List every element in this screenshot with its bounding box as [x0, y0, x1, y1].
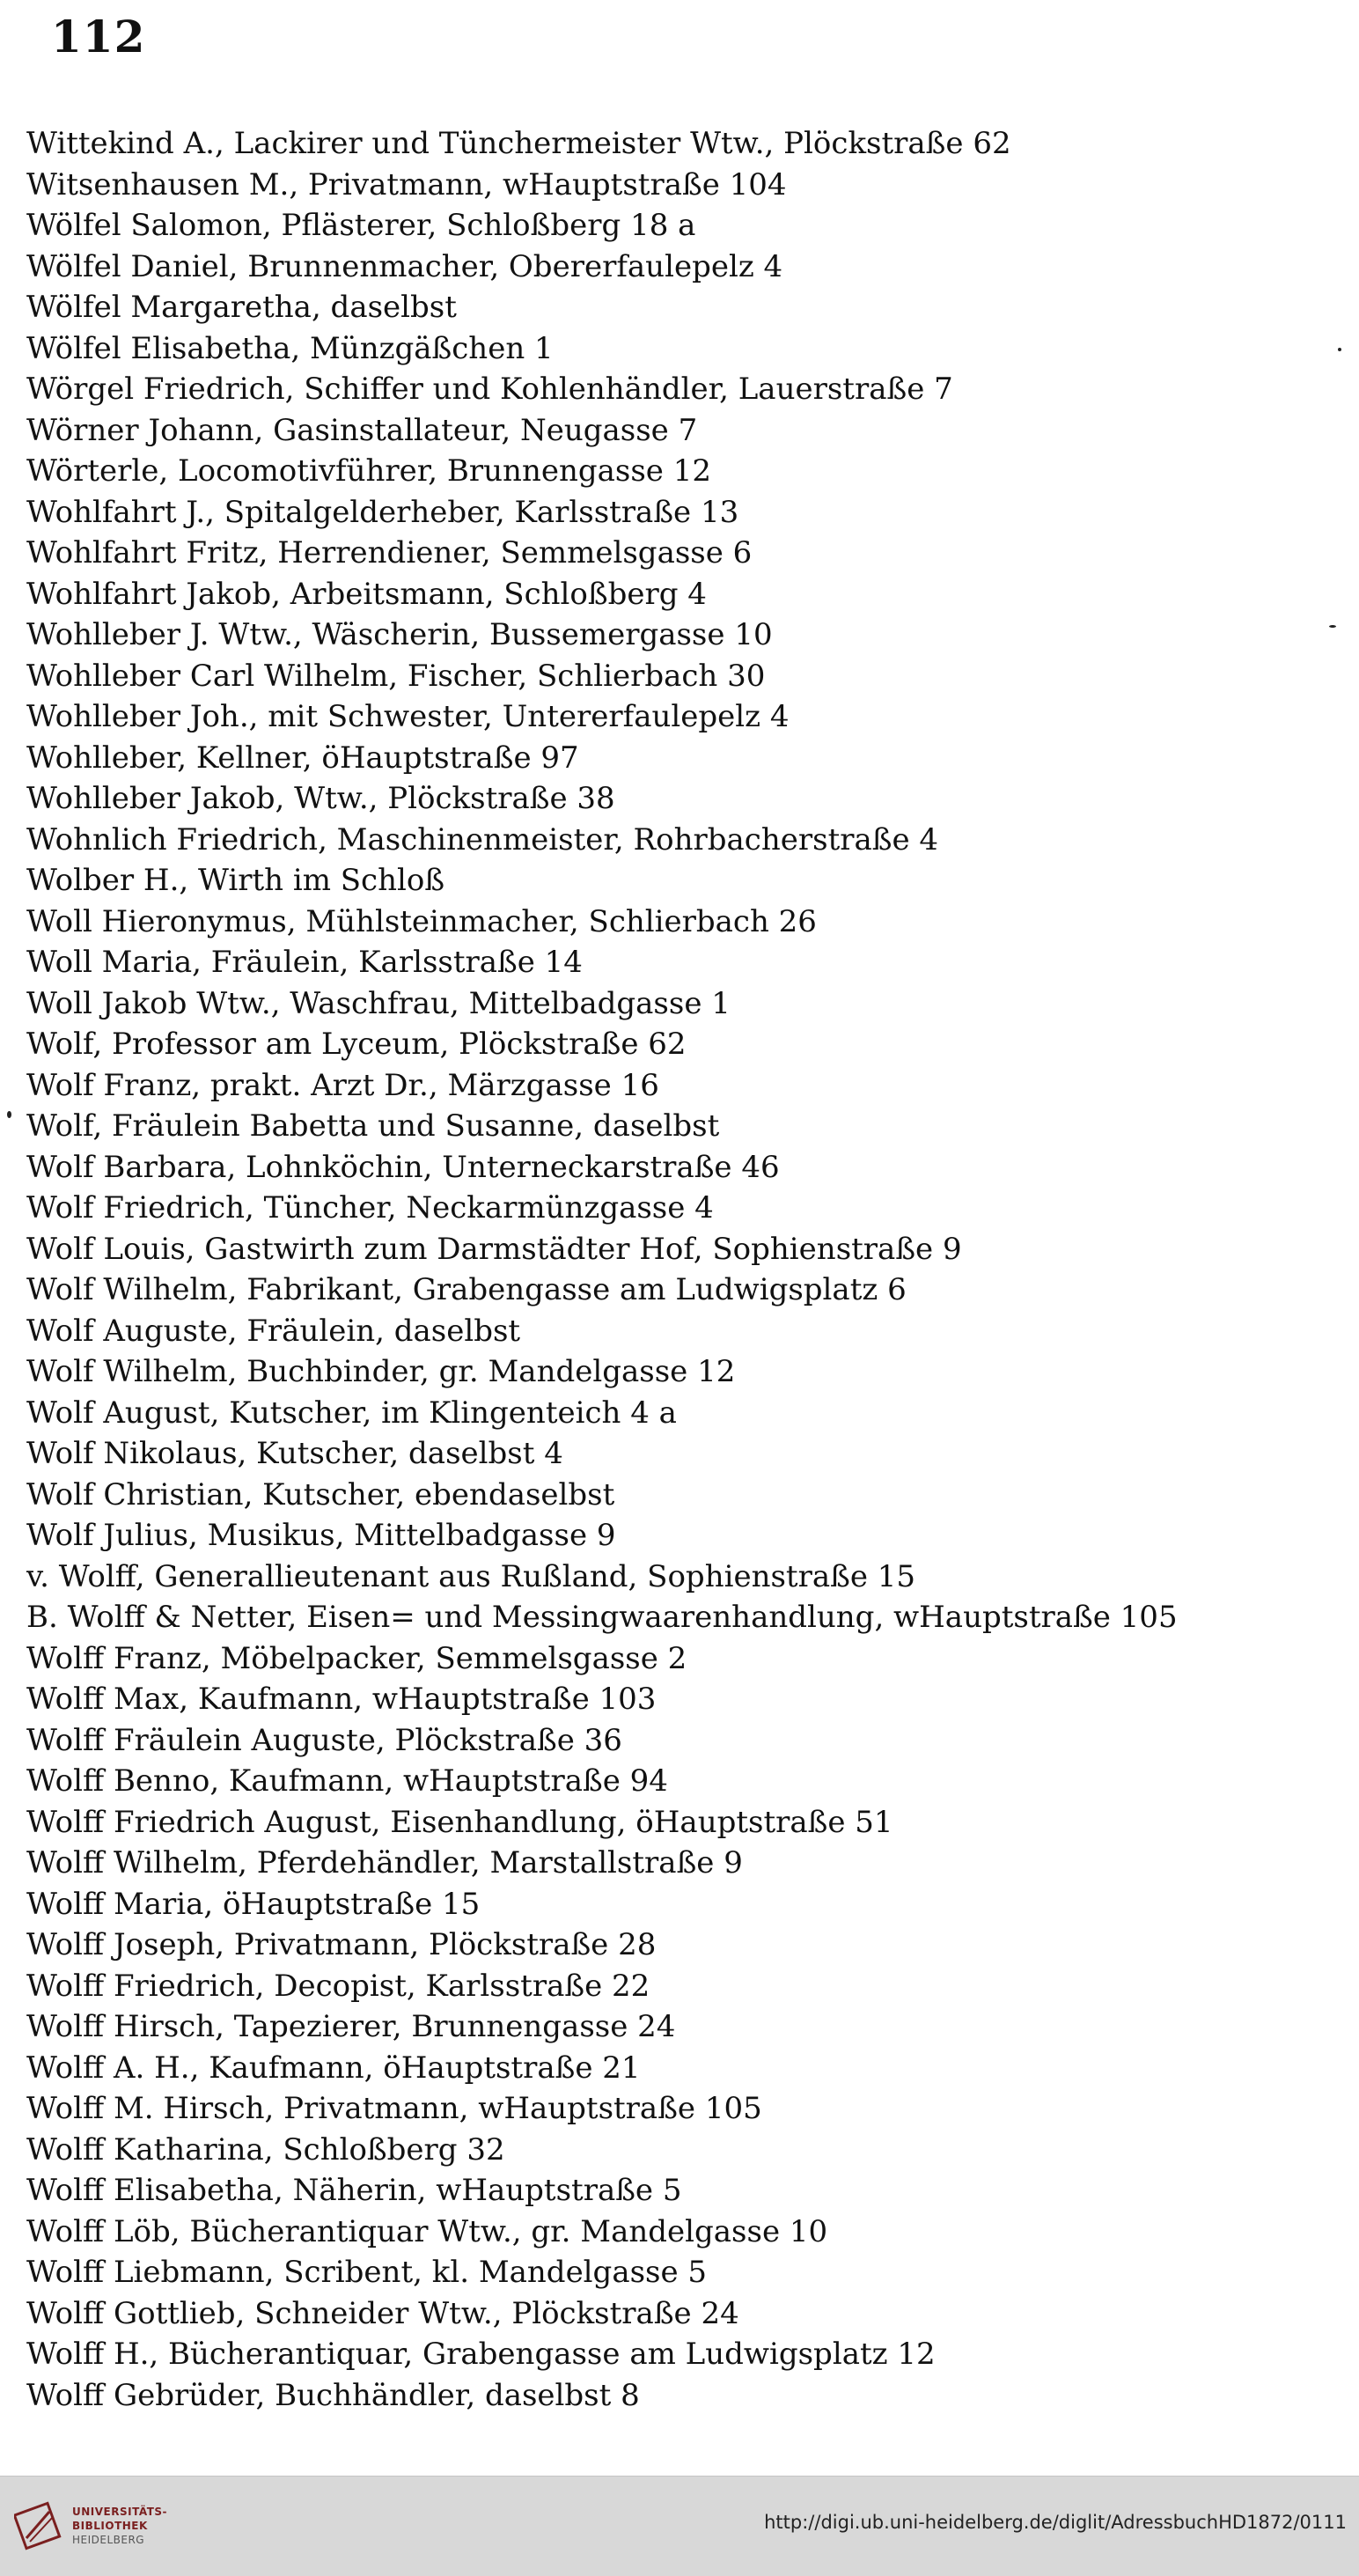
directory-entry: Wohnlich Friedrich, Maschinenmeister, Rohrbacherstraße 4	[26, 821, 939, 857]
library-logo[interactable]	[14, 2496, 225, 2561]
directory-entry: Wolff Franz, Möbelpacker, Semmelsgasse 2	[26, 1640, 687, 1676]
directory-entry: Wolff Wilhelm, Pferdehändler, Marstallstraße 9	[26, 1845, 743, 1880]
directory-entry: Wolff Elisabetha, Näherin, wHauptstraße 5	[26, 2173, 682, 2208]
directory-entry: Wolf, Fräulein Babetta und Susanne, daselbst	[26, 1108, 720, 1144]
directory-entry: v. Wolff, Generallieutenant aus Rußland, Sophienstraße 15	[26, 1558, 916, 1594]
page-number: 112	[51, 11, 146, 63]
directory-entry: Wolff Friedrich August, Eisenhandlung, öHauptstraße 51	[26, 1804, 893, 1840]
directory-entry: Wolff H., Bücherantiquar, Grabengasse am Ludwigsplatz 12	[26, 2337, 936, 2372]
scan-speck	[1338, 348, 1341, 351]
directory-entry: Woll Maria, Fräulein, Karlsstraße 14	[26, 945, 583, 980]
directory-entry: Wolff Hirsch, Tapezierer, Brunnengasse 24	[26, 2009, 676, 2044]
directory-entry: Wörterle, Locomotivführer, Brunnengasse 12	[26, 453, 711, 489]
directory-entry: Wolf Friedrich, Tüncher, Neckarmünzgasse 4	[26, 1190, 714, 1225]
directory-entry: Wolf August, Kutscher, im Klingenteich 4 a	[26, 1395, 677, 1431]
directory-entry: Wolf Franz, prakt. Arzt Dr., Märzgasse 16	[26, 1067, 659, 1103]
logo-line-1: UNIVERSITÄTS-	[72, 2506, 168, 2518]
logo-line-2: BIBLIOTHEK	[72, 2520, 148, 2532]
directory-entry: Wohlfahrt Fritz, Herrendiener, Semmelsgasse 6	[26, 535, 753, 570]
directory-entry: B. Wolff & Netter, Eisen= und Messingwaarenhandlung, wHauptstraße 105	[26, 1600, 1178, 1635]
directory-entry: Wolff Max, Kaufmann, wHauptstraße 103	[26, 1682, 657, 1717]
directory-entry: Wolff Benno, Kaufmann, wHauptstraße 94	[26, 1763, 668, 1799]
directory-entry: Wolf Wilhelm, Fabrikant, Grabengasse am Ludwigsplatz 6	[26, 1272, 907, 1307]
directory-entry: Wölfel Daniel, Brunnenmacher, Obererfaulepelz 4	[26, 248, 783, 284]
directory-entries	[26, 123, 1347, 2416]
directory-entry: Woll Hieronymus, Mühlsteinmacher, Schlierbach 26	[26, 903, 817, 939]
directory-entry: Wolff Friedrich, Decopist, Karlsstraße 22	[26, 1968, 650, 2004]
directory-entry: Wolber H., Wirth im Schloß	[26, 863, 445, 898]
directory-entry: Wohlfahrt J., Spitalgelderheber, Karlsstraße 13	[26, 494, 739, 530]
directory-entry: Wohlleber Joh., mit Schwester, Untererfaulepelz 4	[26, 699, 790, 734]
scan-speck	[1329, 625, 1336, 628]
directory-entry: Wittekind A., Lackirer und Tünchermeister Wtw., Plöckstraße 62	[26, 126, 1011, 161]
directory-entry: Wolff Löb, Bücherantiquar Wtw., gr. Mandelgasse 10	[26, 2213, 828, 2249]
library-logo-text	[72, 2505, 167, 2547]
directory-entry: Wolff Katharina, Schloßberg 32	[26, 2131, 505, 2168]
scan-speck	[7, 1111, 11, 1118]
library-seal-icon	[14, 2499, 65, 2550]
directory-entry: Wolff Gebrüder, Buchhändler, daselbst 8	[26, 2377, 640, 2413]
directory-entry: Wohlleber Carl Wilhelm, Fischer, Schlierbach 30	[26, 658, 766, 694]
directory-entry: Wolf Christian, Kutscher, ebendaselbst	[26, 1476, 615, 1512]
directory-entry: Wörner Johann, Gasinstallateur, Neugasse 7	[26, 412, 698, 448]
directory-entry: Wölfel Margaretha, daselbst	[26, 290, 457, 325]
directory-entry: Wolff Gottlieb, Schneider Wtw., Plöckstraße 24	[26, 2295, 739, 2331]
directory-entry: Wolf Barbara, Lohnköchin, Unterneckarstraße 46	[26, 1149, 780, 1185]
directory-entry: Wohlfahrt Jakob, Arbeitsmann, Schloßberg 4	[26, 576, 707, 612]
directory-entry: Wolf, Professor am Lyceum, Plöckstraße 62	[26, 1027, 687, 1062]
directory-entry: Wohlleber Jakob, Wtw., Plöckstraße 38	[26, 781, 615, 816]
directory-entry: Wölfel Elisabetha, Münzgäßchen 1	[26, 330, 554, 366]
directory-entry: Woll Jakob Wtw., Waschfrau, Mittelbadgasse 1	[26, 985, 731, 1021]
directory-entry: Wolf Nikolaus, Kutscher, daselbst 4	[26, 1436, 563, 1471]
directory-entry: Wolff Maria, öHauptstraße 15	[26, 1886, 481, 1922]
logo-line-3: HEIDELBERG	[72, 2534, 145, 2546]
directory-entry: Wölfel Salomon, Pflästerer, Schloßberg 18 a	[26, 208, 696, 243]
directory-entry: Wolff M. Hirsch, Privatmann, wHauptstraße 105	[26, 2091, 762, 2126]
directory-entry: Wolf Louis, Gastwirth zum Darmstädter Hof, Sophienstraße 9	[26, 1231, 962, 1267]
footer-bar	[0, 2476, 1359, 2576]
directory-entry: Wolf Julius, Musikus, Mittelbadgasse 9	[26, 1518, 616, 1553]
directory-entry: Witsenhausen M., Privatmann, wHauptstraße 104	[26, 166, 787, 202]
directory-entry: Wolff Joseph, Privatmann, Plöckstraße 28	[26, 1927, 657, 1962]
directory-entry: Wolff Liebmann, Scribent, kl. Mandelgasse 5	[26, 2255, 708, 2290]
directory-entry: Wohlleber J. Wtw., Wäscherin, Bussemergasse 10	[26, 617, 773, 652]
directory-entry: Wolff Fräulein Auguste, Plöckstraße 36	[26, 1722, 622, 1758]
directory-entry: Wörgel Friedrich, Schiffer und Kohlenhändler, Lauerstraße 7	[26, 372, 953, 407]
source-url[interactable]: http://digi.ub.uni-heidelberg.de/diglit/AdressbuchHD1872/0111	[764, 2512, 1347, 2533]
directory-entry: Wolf Wilhelm, Buchbinder, gr. Mandelgasse 12	[26, 1354, 736, 1389]
directory-entry: Wolf Auguste, Fräulein, daselbst	[26, 1313, 521, 1349]
directory-entry: Wolff A. H., Kaufmann, öHauptstraße 21	[26, 2050, 641, 2086]
directory-entry: Wohlleber, Kellner, öHauptstraße 97	[26, 740, 579, 776]
